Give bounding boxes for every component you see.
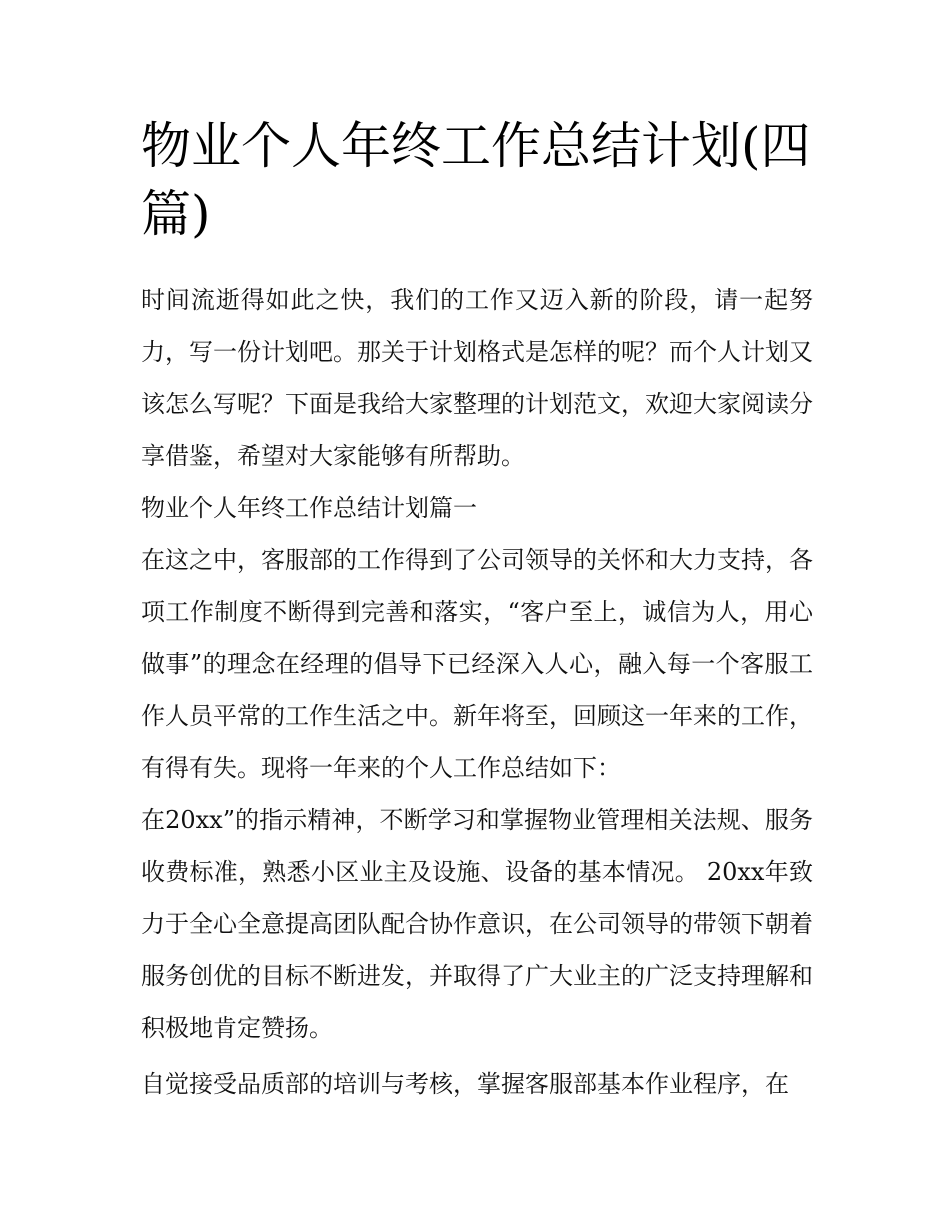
intro-paragraph: 时间流逝得如此之快，我们的工作又迈入新的阶段，请一起努力，写一份计划吧。那关于计划格式是怎样的呢？而个人计划又该怎么写呢？下面是我给大家整理的计划范文，欢迎大家阅读分享借鉴，希望对大家能够有所帮助。 [141, 286, 813, 470]
section-heading: 物业个人年终工作总结计划篇一 [141, 494, 477, 522]
document-title: 物业个人年终工作总结计划(四篇) [141, 117, 811, 243]
document-body [141, 112, 813, 1110]
body-paragraph-1: 在这之中，客服部的工作得到了公司领导的关怀和大力支持，各项工作制度不断得到完善和落实，“客户至上，诚信为人，用心做事”的理念在经理的倡导下已经深入人心，融入每一个客服工作人员平常的工作生活之中。新年将至，回顾这一年来的工作，有得有失。现将一年来的个人工作总结如下： [141, 546, 813, 782]
body-paragraph-3: 自觉接受品质部的培训与考核，掌握客服部基本作业程序，在 [141, 1070, 789, 1098]
body-paragraph-2: 在20xx”的指示精神，不断学习和掌握物业管理相关法规、服务收费标准，熟悉小区业主及设施、设备的基本情况。 20xx年致力于全心全意提高团队配合协作意识，在公司领导的带领下朝着服务创优的目标不断进发，并取得了广大业主的广泛支持理解和积极地肯定赞扬。 [141, 806, 813, 1042]
